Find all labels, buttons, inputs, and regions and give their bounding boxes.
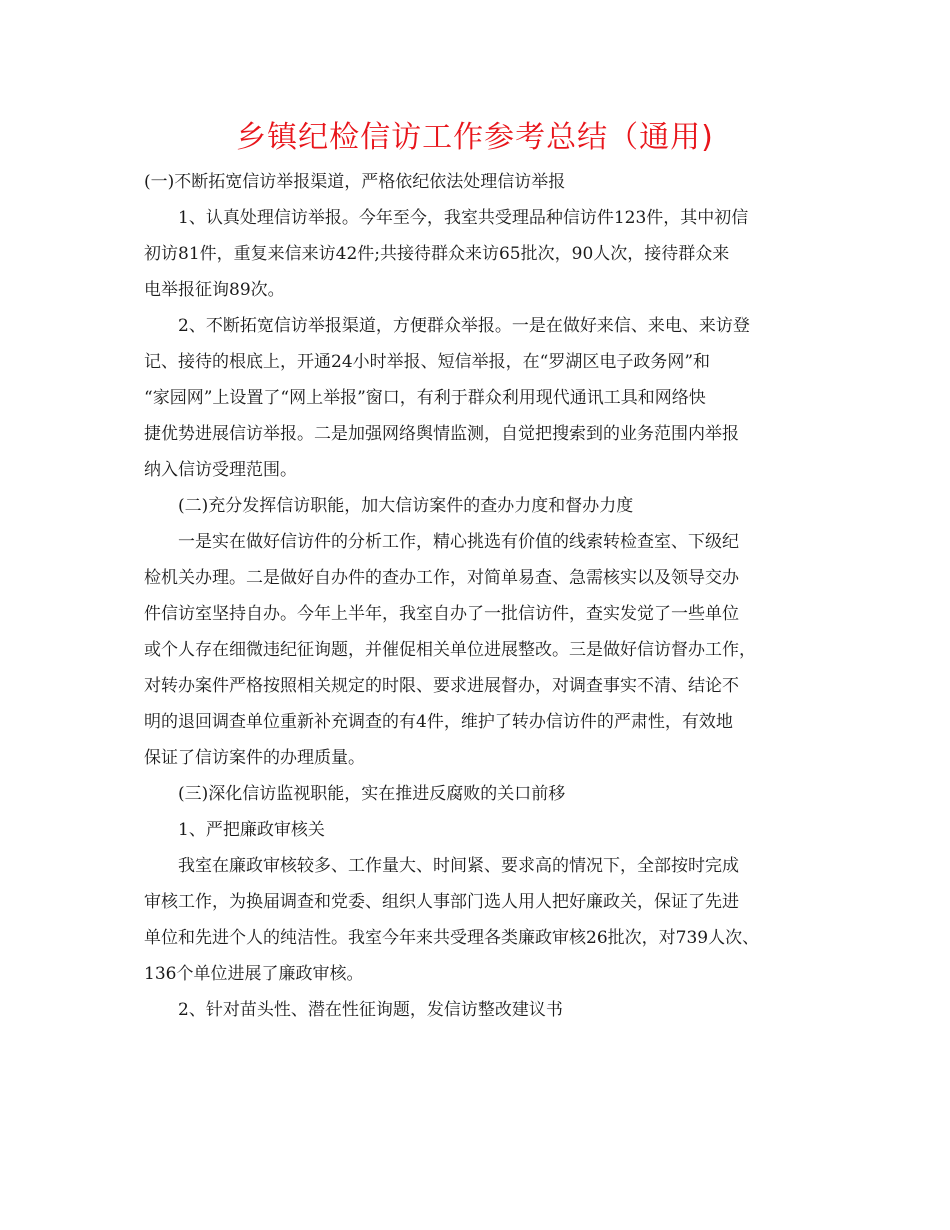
body-line: 1、严把廉政审核关 <box>178 820 325 840</box>
body-line: 明的退回调查单位重新补充调查的有4件，维护了转办信访件的严肃性，有效地 <box>144 712 733 732</box>
line-spacer <box>144 629 814 636</box>
body-line: 捷优势进展信访举报。二是加强网络舆情监测，自觉把搜索到的业务范围内举报 <box>144 424 739 444</box>
body-line: 或个人存在细微违纪征询题，并催促相关单位进展整改。三是做好信访督办工作， <box>144 640 756 660</box>
line-spacer <box>144 917 814 924</box>
body-line: 保证了信访案件的办理质量。 <box>144 748 365 768</box>
document-body <box>144 168 814 1025</box>
body-line: 我室在廉政审核较多、工作量大、时间紧、要求高的情况下，全部按时完成 <box>178 856 739 876</box>
line-spacer <box>144 449 814 456</box>
body-line: 对转办案件严格按照相关规定的时限、要求进展督办，对调查事实不清、结论不 <box>144 676 739 696</box>
line-spacer <box>144 341 814 348</box>
line-spacer <box>144 953 814 960</box>
body-line: 记、接待的根底上，开通24小时举报、短信举报，在“罗湖区电子政务网”和 <box>144 352 711 372</box>
body-line: 单位和先进个人的纯洁性。我室今年来共受理各类廉政审核26批次，对739人次、 <box>144 928 760 948</box>
body-line: 2、不断拓宽信访举报渠道，方便群众举报。一是在做好来信、来电、来访登 <box>178 316 750 336</box>
line-spacer <box>144 773 814 780</box>
body-line: 审核工作，为换届调查和党委、组织人事部门选人用人把好廉政关，保证了先进 <box>144 892 739 912</box>
line-spacer <box>144 557 814 564</box>
line-spacer <box>144 377 814 384</box>
body-line: (一)不断拓宽信访举报渠道，严格依纪依法处理信访举报 <box>144 172 566 192</box>
body-line: 纳入信访受理范围。 <box>144 460 297 480</box>
line-spacer <box>144 521 814 528</box>
line-spacer <box>144 305 814 312</box>
line-spacer <box>144 665 814 672</box>
body-line: 件信访室坚持自办。今年上半年，我室自办了一批信访件，查实发觉了一些单位 <box>144 604 739 624</box>
body-line: “家园网”上设置了“网上举报”窗口，有利于群众利用现代通讯工具和网络快 <box>144 388 706 408</box>
body-line: 电举报征询89次。 <box>144 280 285 300</box>
body-line: 136个单位进展了廉政审核。 <box>144 964 364 984</box>
line-spacer <box>144 701 814 708</box>
body-line: 2、针对苗头性、潜在性征询题，发信访整改建议书 <box>178 1000 563 1020</box>
body-line: 检机关办理。二是做好自办件的查办工作，对简单易查、急需核实以及领导交办 <box>144 568 739 588</box>
line-spacer <box>144 845 814 852</box>
body-line: 初访81件，重复来信来访42件;共接待群众来访65批次，90人次，接待群众来 <box>144 244 730 264</box>
body-line: (二)充分发挥信访职能，加大信访案件的查办力度和督办力度 <box>178 496 634 516</box>
body-line: 1、认真处理信访举报。今年至今，我室共受理品种信访件123件，其中初信 <box>178 208 749 228</box>
line-spacer <box>144 413 814 420</box>
line-spacer <box>144 593 814 600</box>
body-line: (三)深化信访监视职能，实在推进反腐败的关口前移 <box>178 784 566 804</box>
line-spacer <box>144 737 814 744</box>
line-spacer <box>144 989 814 996</box>
line-spacer <box>144 197 814 204</box>
line-spacer <box>144 269 814 276</box>
line-spacer <box>144 485 814 492</box>
line-spacer <box>144 233 814 240</box>
line-spacer <box>144 809 814 816</box>
body-line: 一是实在做好信访件的分析工作，精心挑选有价值的线索转检查室、下级纪 <box>178 532 739 552</box>
document-title: 乡镇纪检信访工作参考总结（通用) <box>236 120 714 155</box>
line-spacer <box>144 881 814 888</box>
